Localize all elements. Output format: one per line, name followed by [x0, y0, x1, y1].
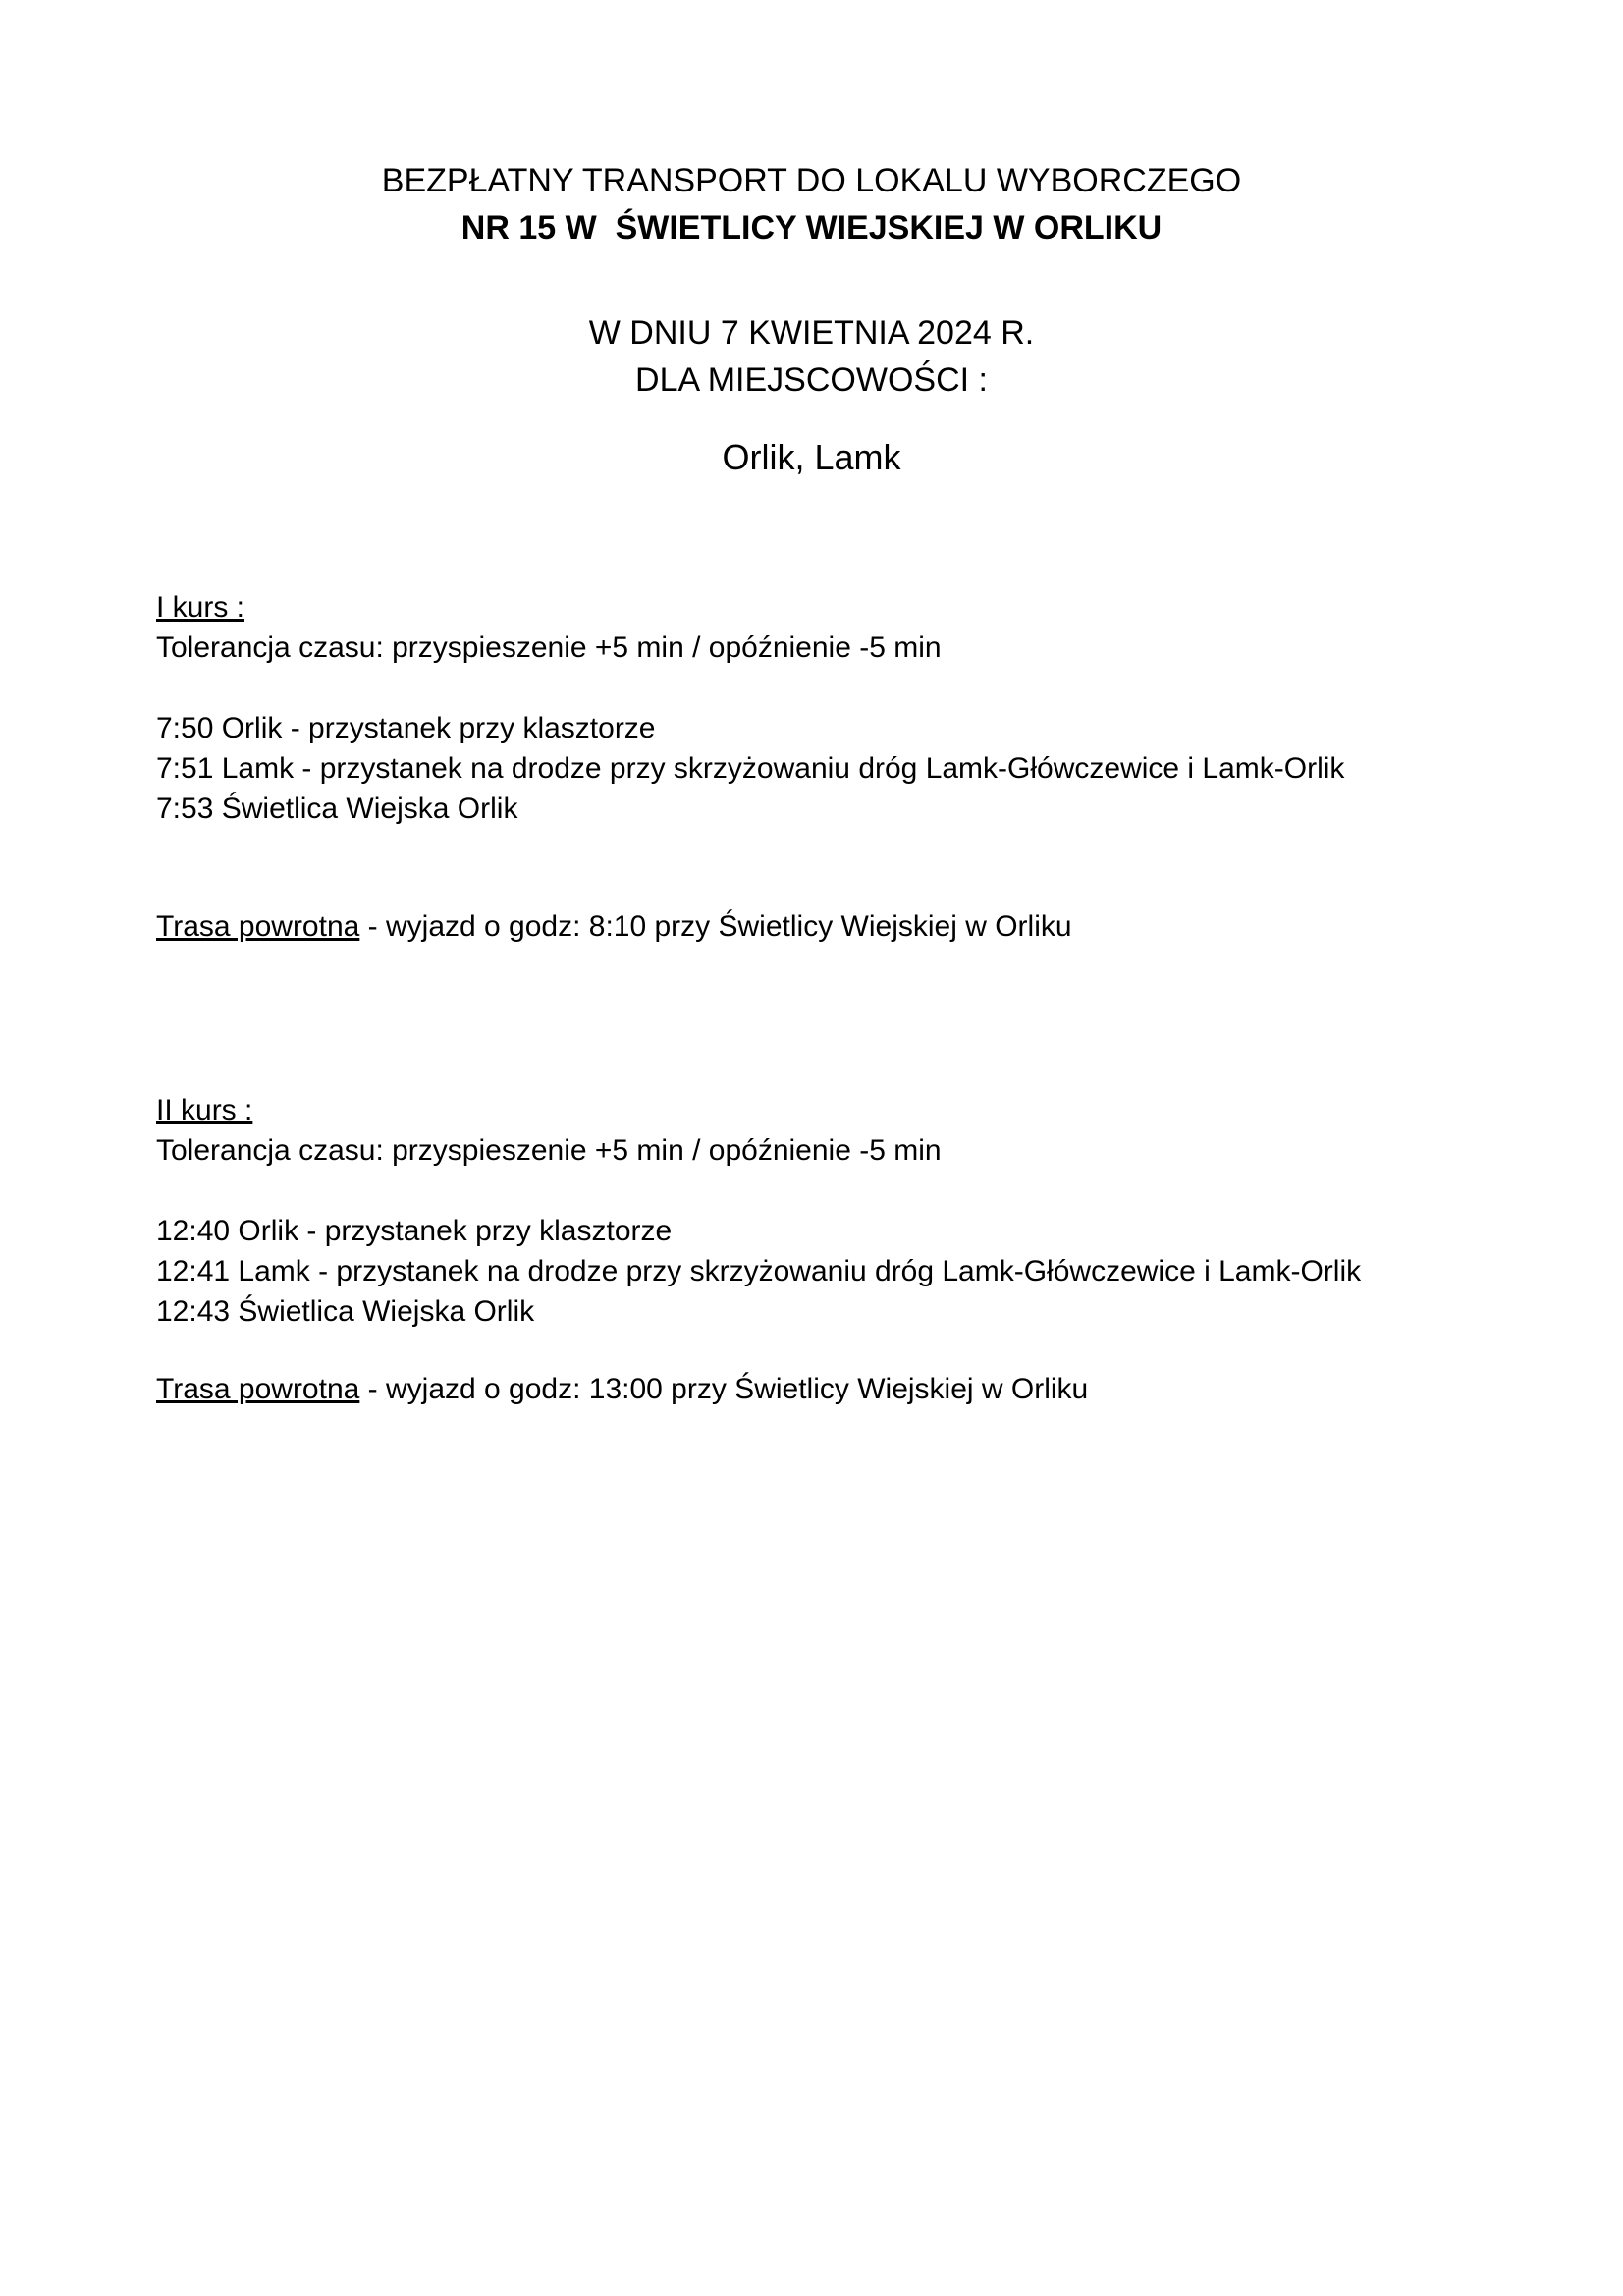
course-1-title: I kurs :: [156, 591, 245, 624]
date-heading: [0, 309, 1623, 404]
for-localities-line: DLA MIEJSCOWOŚCI :: [635, 361, 988, 399]
spacer: [156, 668, 1531, 708]
course-1-tolerance: Tolerancja czasu: przyspieszenie +5 min / opóźnienie -5 min: [156, 631, 942, 664]
title-line-1: BEZPŁATNY TRANSPORT DO LOKALU WYBORCZEGO: [381, 162, 1242, 199]
course-1-return: [156, 906, 1531, 947]
course-2-title: II kurs :: [156, 1094, 253, 1126]
spacer: [156, 1171, 1531, 1211]
course-2-stop: 12:40 Orlik - przystanek przy klasztorze: [156, 1215, 673, 1247]
course-1-stop: 7:51 Lamk - przystanek na drodze przy skrzyżowaniu dróg Lamk-Główczewice i Lamk-Orlik: [156, 752, 1345, 785]
course-2-return: [156, 1369, 1531, 1409]
course-2: [156, 1090, 1531, 1332]
course-1: [156, 587, 1531, 829]
course-1-return-text: - wyjazd o godz: 8:10 przy Świetlicy Wiejskiej w Orliku: [359, 910, 1072, 943]
localities-list: Orlik, Lamk: [722, 437, 901, 477]
course-2-tolerance: Tolerancja czasu: przyspieszenie +5 min / opóźnienie -5 min: [156, 1134, 942, 1167]
course-1-stop: 7:53 Świetlica Wiejska Orlik: [156, 793, 518, 825]
course-2-stop: 12:43 Świetlica Wiejska Orlik: [156, 1295, 535, 1328]
document-title: [0, 157, 1623, 251]
date-line: W DNIU 7 KWIETNIA 2024 R.: [588, 314, 1035, 352]
title-line-2: NR 15 W ŚWIETLICY WIEJSKIEJ W ORLIKU: [460, 209, 1163, 246]
course-1-stop: 7:50 Orlik - przystanek przy klasztorze: [156, 712, 656, 744]
course-2-return-label: Trasa powrotna: [156, 1373, 360, 1405]
localities-heading: [0, 434, 1623, 481]
course-2-return-text: - wyjazd o godz: 13:00 przy Świetlicy Wiejskiej w Orliku: [359, 1373, 1089, 1405]
course-2-stop: 12:41 Lamk - przystanek na drodze przy skrzyżowaniu dróg Lamk-Główczewice i Lamk-Orlik: [156, 1255, 1362, 1287]
course-1-return-label: Trasa powrotna: [156, 910, 360, 943]
